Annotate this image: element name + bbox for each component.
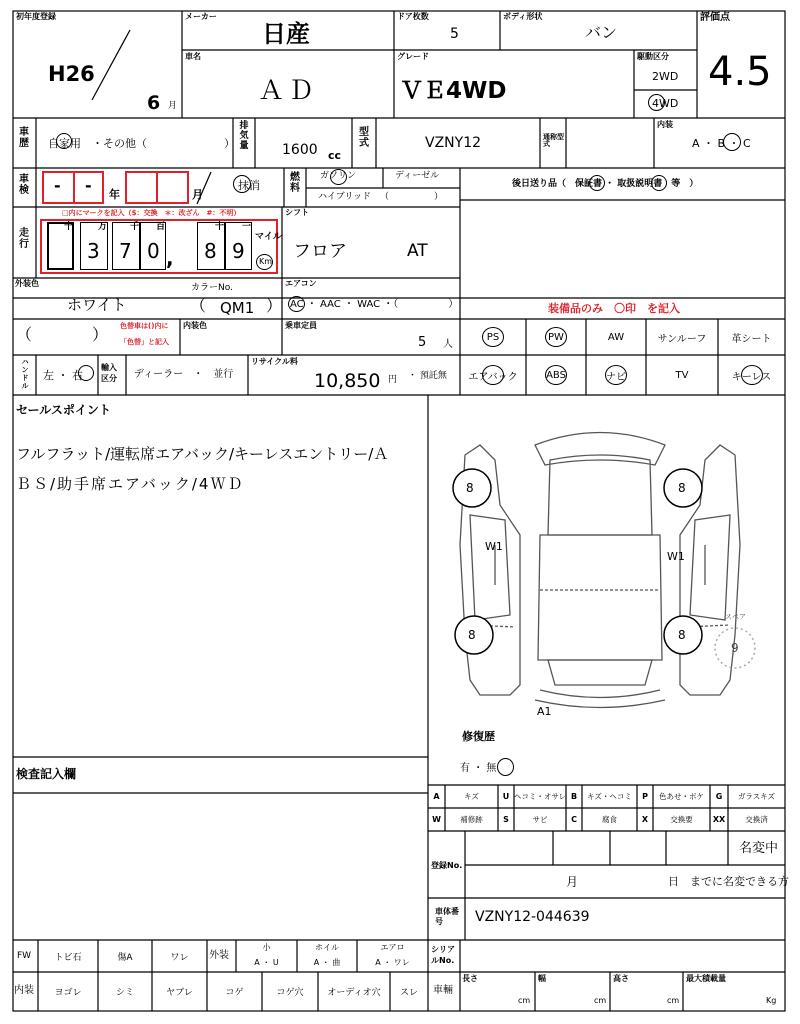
interior-item: コゲ穴 [276,988,304,998]
sales-label: セールスポイント [16,403,111,417]
score-value: 4.5 [708,49,772,95]
fuel-other: （ ） [380,192,444,202]
tire-fl-value: 8 [466,481,474,495]
inspection-none-circle [233,175,251,193]
fuel-label: 燃料 [290,172,300,194]
interior-item: スレ [399,988,418,998]
km-label: Km [259,257,273,266]
name-change: 名変中 [739,841,779,856]
equipment-item: PS [486,331,500,343]
model-label: 型式 [359,127,369,149]
exterior-group-value: A ・ 曲 [313,957,341,967]
fw-label: FW [17,951,32,961]
deposit-label: ・ 預託無 [408,371,447,381]
fuel-gasoline: ガソリン [320,171,357,181]
first-reg-year: H26 [48,62,95,86]
equipment-item: PW [548,331,564,343]
later-manual-circle [651,175,667,191]
inspection-year-unit: 年 [109,188,120,201]
score-label: 評価点 [700,12,730,23]
legend-desc: 交換済 [745,815,768,824]
color-change-note-2: 「色替」と記入 [120,338,169,346]
serial-label: シリアルNo. [431,945,455,965]
legend-code: X [641,815,649,824]
inspection-none: 抹消 [238,179,260,192]
equipment-item: ABS [546,369,566,381]
capacity-unit: 人 [443,339,453,350]
grade-value: ＶＥ4WD [400,78,507,104]
fuel-gasoline-circle [330,169,347,185]
first-reg-label: 初年度登録 [16,12,56,21]
equipment-item: ナビ [606,371,626,383]
inspection-dash-1: - [54,176,61,195]
equipment-circle [482,327,504,347]
inspection-dash-2: - [85,176,92,195]
body-value: バン [585,23,618,42]
width-unit: cm [594,996,607,1005]
inspection-label: 車検 [19,174,29,196]
odometer-unit-label: 一 [242,222,252,232]
odometer-unit-label: 万 [98,222,108,232]
maker-label: メーカー [185,12,217,21]
legend-code: B [570,792,578,801]
exterior-group-title: エアロ [380,942,405,952]
legend-desc: 色あせ・ボケ [659,792,704,801]
interior-item: ヨゴレ [54,988,82,998]
handle-label: ハンドル [21,358,29,390]
import-value: ディーラー ・ 並行 [134,369,234,380]
grade-label: グレード [397,52,429,61]
drive-label: 駆動区分 [637,52,669,61]
legend-code: S [503,815,509,824]
legend-desc: 腐食 [602,815,617,824]
sales-line-2: ＢＳ/助手席エアバック/4ＷＤ [16,475,245,493]
exterior-group-title: ホイル [315,942,339,952]
legend-desc: キズ・ヘコミ [587,792,632,801]
color-no-value: QM1 [220,299,255,317]
odometer-unit-label: 十 [215,222,225,232]
exterior-group-value: A ・ ワレ [375,957,410,967]
handle-circle [78,365,94,381]
odometer-unit-label: 千 [130,222,140,232]
vehicle-no-label: 車体番号 [435,907,459,926]
ac-value: AC ・ AAC ・ WAC ・（ ） [290,299,459,310]
mile-label: マイル [255,232,282,242]
registration-month-unit: 月 [566,875,579,889]
vehicle-no-value: VZNY12-044639 [475,909,590,925]
equipment-item: エアバック [468,371,518,383]
equipment-item: 革シート [731,333,772,345]
interior-circle [723,133,741,151]
legend-code: W [432,815,441,824]
interior-label: 内装 [657,120,673,129]
height-unit: cm [667,996,680,1005]
equipment-circle [482,365,504,385]
mileage-label: 走行 [19,228,29,250]
inspector-label: 検査記入欄 [16,767,77,781]
legend-code: G [715,792,723,801]
odometer-unit-label: 百 [156,222,166,232]
name-label: 車名 [185,52,201,61]
equipment-item: AW [607,331,625,343]
fuel-hybrid: ハイブリッド [318,192,372,202]
exterior-color-label: 外装色 [15,279,39,288]
trans-value: AT [407,241,428,261]
legend-desc: キズ [464,792,479,801]
tire-fr-value: 8 [678,481,686,495]
legend-code: P [642,792,648,801]
length-unit: cm [518,996,531,1005]
later-items: 後日送り品（ 保証書 ・ 取扱説明書 等 ） [512,179,699,189]
odometer-digit: 3 [87,239,100,263]
odometer-digit: 9 [232,239,245,263]
maker-value: 日産 [262,20,310,48]
equipment-item: キーレス [731,371,772,383]
month-unit: 月 [168,101,178,111]
recycle-label: リサイクル料 [251,357,298,366]
later-warranty-circle [589,175,605,191]
odometer-digit: 7 [119,239,132,263]
legend-desc: 補修跡 [460,815,483,824]
exterior-color-value: ホワイト [67,296,127,314]
doors-label: ドア枚数 [397,12,429,21]
maxload-label: 最大積載量 [686,974,726,983]
fw-item: トビ石 [54,952,82,963]
legend-desc: ヘコミ・オサレ [513,792,567,801]
drive-2wd: 2WD [652,70,679,83]
legend-code: A [433,792,440,801]
name-value: ＡＤ [258,76,319,106]
body-dim-label: 車輛 [433,985,453,996]
handle-value: 左 ・ 右 [43,369,83,382]
fw-item: ワレ [170,952,189,963]
mileage-note: □内にマークを記入（$：交換 ＊：改ざん #：不明） [62,209,241,217]
capacity-label: 乗車定員 [285,321,317,330]
first-reg-month: 6 [147,92,161,114]
history-value: 自家用 ・その他（ ） [48,137,235,150]
disp-label: 排気量 [239,121,249,151]
equipment-item: サンルーフ [657,333,707,345]
disp-value: 1600 [282,142,318,158]
common-label: 通称型式 [543,133,564,148]
drive-4wd: 4WD [652,97,679,110]
legend-code: XX [712,815,726,824]
doors-value: 5 [450,26,459,42]
interior-bottom-label: 内装 [14,985,34,996]
mark-right: W1 [667,550,685,563]
legend-code: C [571,815,577,824]
legend-desc: サビ [532,815,548,824]
length-label: 長さ [462,974,478,983]
exterior-label: 外装 [209,950,229,961]
sales-line-1: フルフラット/運転席エアバック/キーレスエントリー/Ａ [16,445,389,463]
km-circle [256,254,273,270]
interior-item: ヤブレ [166,988,193,998]
odometer-digit: 8 [204,239,217,263]
exterior-group-title: 小 [262,942,271,952]
width-label: 幅 [538,974,546,983]
color-change-note-1: 色替車は()内に [120,322,169,330]
maxload-unit: Kg [766,996,777,1005]
legend-code: U [502,792,510,801]
recycle-value: 10,850 [314,370,381,392]
spare-value: 9 [731,641,739,655]
ac-circle [288,296,305,312]
equipment-circle [741,365,763,385]
tire-rr-value: 8 [678,628,686,642]
interior-item: オーディオ穴 [327,988,381,998]
exterior-group-value: A ・ U [254,957,279,967]
disp-unit: cc [328,149,342,162]
interior-color-label: 内装色 [183,321,207,330]
capacity-value: 5 [418,335,427,350]
fuel-diesel: ディーゼル [395,171,440,181]
registration-day-note: 日 までに名変できる方 [668,875,789,888]
tire-rl-value: 8 [468,628,476,642]
import-label: 輸入区分 [101,363,117,383]
odometer-unit-label: 十 [64,222,74,232]
recycle-unit: 円 [388,375,398,385]
ac-label: エアコン [285,279,317,288]
equipment-circle [605,365,627,385]
equipment-item: TV [675,369,689,381]
spare-label: スペア [725,613,746,621]
drive-4wd-circle [648,94,665,111]
height-label: 高さ [613,974,629,983]
legend-desc: 交換要 [670,815,693,824]
repair-value: 有 ・ 無 [460,763,497,774]
model-value: VZNY12 [425,135,482,151]
mileage-comma: , [166,246,174,270]
equipment-header: 装備品のみ 〇印 を記入 [548,302,680,315]
repair-circle [497,758,514,776]
interior-item: シミ [115,988,134,998]
odometer-digit: 0 [147,239,160,263]
color-no-label: カラーNo. [191,283,233,293]
fw-item: 傷A [117,952,133,963]
repair-label: 修復歴 [462,730,495,743]
mark-rear: A1 [537,705,552,718]
equipment-circle [545,327,567,347]
registration-label: 登録No. [431,861,463,870]
car-diagram [440,415,775,725]
shift-label: シフト [285,208,309,217]
shift-value: フロア [293,241,347,262]
equipment-circle [545,365,567,385]
legend-desc: ガラスキズ [737,792,776,801]
history-circle [56,133,72,149]
body-label: ボディ形状 [503,12,543,21]
history-label: 車歴 [19,127,29,149]
interior-value: A ・ B ・ C [692,137,751,150]
interior-item: コゲ [225,988,244,998]
inspection-month-unit: 月 [192,188,203,201]
mark-left: W1 [485,540,503,553]
